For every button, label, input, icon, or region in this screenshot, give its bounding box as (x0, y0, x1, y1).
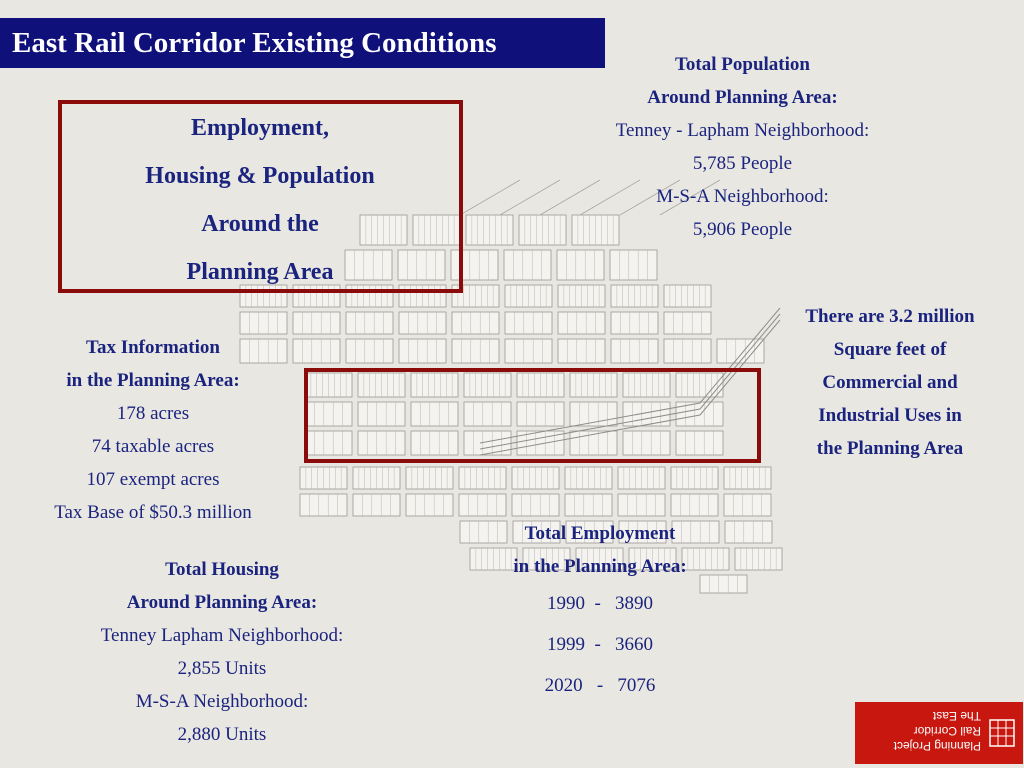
map-block (504, 250, 551, 280)
map-block (611, 312, 658, 334)
map-block (346, 339, 393, 363)
population-heading: Total Population (675, 54, 810, 75)
planning-area-frame (304, 368, 761, 463)
population-block (570, 48, 915, 246)
commercial-line: There are 3.2 million (805, 306, 975, 327)
population-tenney-label: Tenney - Lapham Neighborhood: (615, 120, 870, 141)
map-block (664, 339, 711, 363)
tax-base: Tax Base of $50.3 million (54, 502, 252, 523)
commercial-line: Square feet of (833, 339, 947, 360)
project-logo (855, 702, 1023, 764)
map-block (565, 494, 612, 516)
housing-subheading: Around Planning Area: (126, 592, 318, 613)
housing-block (62, 553, 382, 751)
map-block (664, 312, 711, 334)
map-block (452, 312, 499, 334)
map-block (610, 250, 657, 280)
employment-subheading: in the Planning Area: (513, 556, 687, 577)
tax-subheading: in the Planning Area: (66, 370, 240, 391)
employment-row: 1990 - 3890 (546, 593, 654, 614)
map-block (618, 494, 665, 516)
map-block (558, 312, 605, 334)
main-heading (62, 104, 458, 296)
housing-msa-value: 2,880 Units (177, 724, 267, 745)
population-msa-label: M-S-A Neighborhood: (656, 186, 829, 207)
map-block (293, 339, 340, 363)
map-block (512, 494, 559, 516)
map-block (459, 494, 506, 516)
map-block (399, 339, 446, 363)
logo-line: Planning Project (893, 739, 981, 753)
tax-taxable: 74 taxable acres (91, 436, 215, 457)
tax-block (28, 331, 278, 529)
population-msa-value: 5,906 People (692, 219, 793, 240)
commercial-line: the Planning Area (816, 438, 964, 459)
map-block (293, 312, 340, 334)
logo-line: Rail Corridor (913, 724, 981, 738)
employment-block (470, 517, 730, 706)
population-subheading: Around Planning Area: (647, 87, 838, 108)
housing-tenney-label: Tenney Lapham Neighborhood: (100, 625, 344, 646)
commercial-line: Industrial Uses in (818, 405, 962, 426)
housing-heading: Total Housing (165, 559, 279, 580)
logo-text (861, 708, 981, 753)
map-block (725, 521, 772, 543)
map-block (671, 494, 718, 516)
map-block (399, 312, 446, 334)
map-block (505, 339, 552, 363)
population-tenney-value: 5,785 People (692, 153, 793, 174)
commercial-block (775, 300, 1005, 465)
tax-exempt: 107 exempt acres (86, 469, 220, 490)
heading-line: Housing & Population (145, 163, 375, 189)
heading-line: Planning Area (186, 259, 334, 285)
map-block (611, 339, 658, 363)
heading-line: Around the (201, 211, 319, 237)
heading-line: Employment, (191, 115, 329, 141)
map-block (353, 494, 400, 516)
map-block (452, 339, 499, 363)
map-block (724, 494, 771, 516)
employment-heading: Total Employment (524, 523, 676, 544)
map-block (505, 312, 552, 334)
logo-line: The East (932, 709, 981, 723)
housing-msa-label: M-S-A Neighborhood: (135, 691, 309, 712)
tax-acres: 178 acres (116, 403, 190, 424)
housing-tenney-value: 2,855 Units (177, 658, 267, 679)
employment-row: 2020 - 7076 (544, 675, 656, 696)
map-street (500, 180, 560, 215)
commercial-line: Commercial and (822, 372, 958, 393)
logo-emblem-icon (987, 716, 1017, 750)
map-block (558, 339, 605, 363)
map-block (346, 312, 393, 334)
map-block (717, 339, 764, 363)
map-street (460, 180, 520, 215)
map-block (557, 250, 604, 280)
employment-row: 1999 - 3660 (546, 634, 654, 655)
page-title: East Rail Corridor Existing Conditions (0, 18, 605, 68)
map-block (300, 494, 347, 516)
map-block (406, 494, 453, 516)
tax-heading: Tax Information (86, 337, 220, 358)
